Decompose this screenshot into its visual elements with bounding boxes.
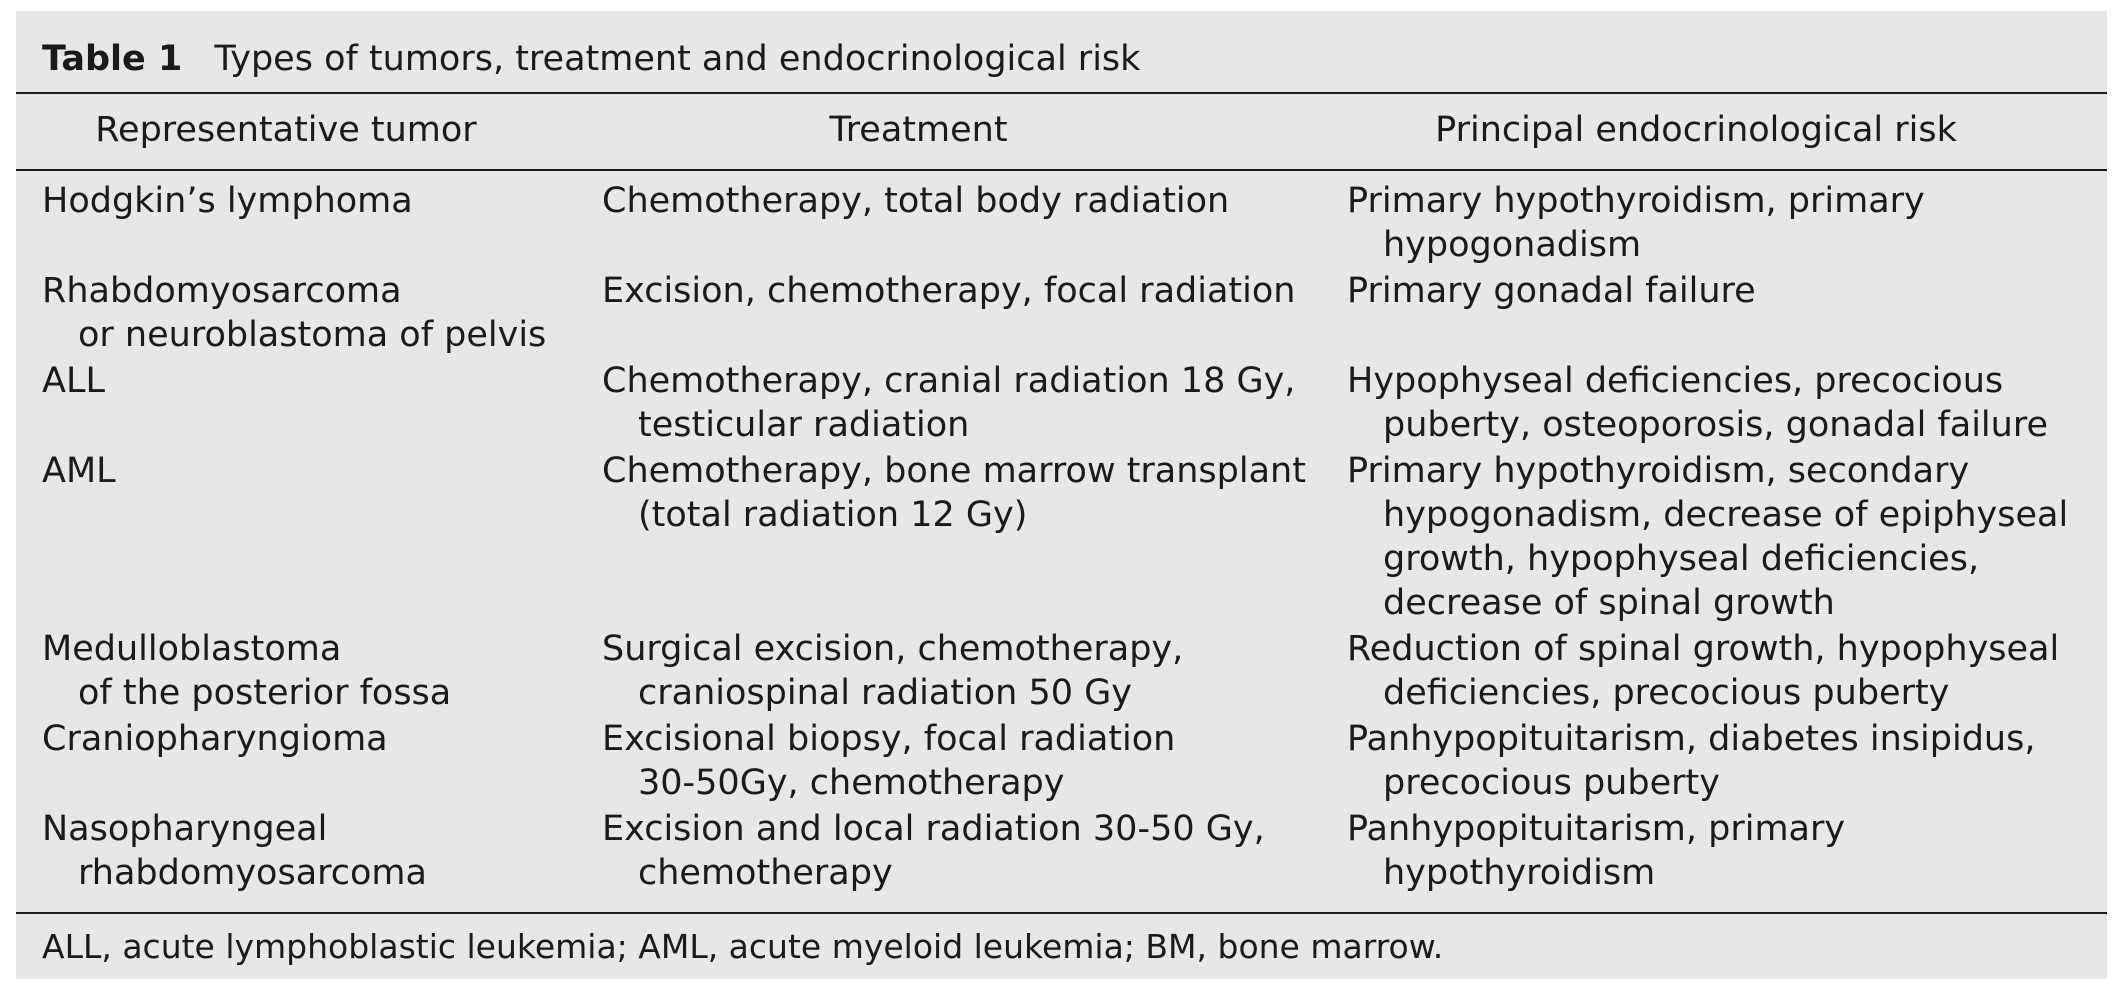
- cell-line: or neuroblastoma of pelvis: [78, 315, 547, 355]
- bottom-rule: [16, 912, 2107, 914]
- cell-line: puberty, osteoporosis, gonadal failure: [1383, 405, 2048, 445]
- cell-line: Excisional biopsy, focal radiation: [602, 719, 1176, 759]
- cell-line: precocious puberty: [1383, 763, 1720, 803]
- cell-line: Nasopharyngeal: [42, 809, 328, 849]
- table-title: Types of tumors, treatment and endocrinological risk: [214, 39, 1141, 79]
- tumor-cell: [42, 359, 602, 403]
- cell-line: Panhypopituitarism, primary hypothyroidism: [1347, 809, 1846, 893]
- top-rule: [16, 92, 2107, 94]
- treatment-cell: [602, 717, 1347, 805]
- risk-cell: [1347, 359, 2087, 447]
- cell-line: Craniopharyngioma: [42, 719, 388, 759]
- risk-cell: [1347, 807, 2087, 895]
- cell-line: craniospinal radiation 50 Gy: [638, 673, 1132, 713]
- cell-line: Chemotherapy, bone marrow transplant: [602, 451, 1306, 491]
- cell-line: Chemotherapy, cranial radiation 18 Gy,: [602, 361, 1296, 401]
- header-representative-tumor: Representative tumor: [95, 110, 477, 150]
- cell-line: rhabdomyosarcoma: [78, 853, 427, 893]
- cell-line: chemotherapy: [638, 853, 893, 893]
- header-endocrinological-risk: Principal endocrinological risk: [1435, 110, 1957, 150]
- cell-line: ALL: [42, 361, 105, 401]
- treatment-cell: [602, 449, 1347, 537]
- table-panel: [16, 11, 2107, 979]
- cell-line: Hodgkin’s lymphoma: [42, 181, 413, 221]
- cell-line: Hypophyseal deficiencies, precocious: [1347, 361, 2004, 401]
- table-row: [16, 449, 2107, 625]
- table-row: [16, 807, 2107, 895]
- tumor-cell: [42, 449, 602, 493]
- cell-line: deficiencies, precocious puberty: [1383, 673, 1950, 713]
- cell-line: Primary hypothyroidism, secondary: [1347, 451, 1970, 491]
- cell-line: Rhabdomyosarcoma: [42, 271, 402, 311]
- cell-line: Panhypopituitarism, diabetes insipidus,: [1347, 719, 2036, 759]
- header-treatment: Treatment: [829, 110, 1008, 150]
- table-body: [16, 179, 2107, 897]
- cell-line: Surgical excision, chemotherapy,: [602, 629, 1184, 669]
- table-row: [16, 269, 2107, 357]
- table-row: [16, 179, 2107, 267]
- risk-cell: [1347, 627, 2087, 715]
- cell-line: Primary hypothyroidism, primary: [1347, 181, 1925, 221]
- cell-line: decrease of spinal growth: [1383, 583, 1835, 623]
- treatment-cell: [602, 359, 1347, 447]
- tumor-cell: [42, 717, 602, 761]
- cell-line: AML: [42, 451, 116, 491]
- table-caption: [42, 29, 1140, 89]
- header-rule: [16, 169, 2107, 171]
- cell-line: 30-50Gy, chemotherapy: [638, 763, 1065, 803]
- cell-line: hypogonadism, decrease of epiphyseal: [1383, 495, 2069, 535]
- cell-line: Primary gonadal failure: [1347, 271, 1756, 311]
- cell-line: Excision, chemotherapy, focal radiation: [602, 271, 1296, 311]
- cell-line: growth, hypophyseal deficiencies,: [1383, 539, 1980, 579]
- risk-cell: [1347, 269, 2087, 313]
- cell-line: of the posterior fossa: [78, 673, 452, 713]
- cell-line: hypogonadism: [1383, 225, 1642, 265]
- risk-cell: [1347, 179, 2087, 267]
- cell-line: testicular radiation: [638, 405, 970, 445]
- risk-cell: [1347, 449, 2087, 625]
- table-label: Table 1: [42, 39, 183, 79]
- tumor-cell: [42, 179, 602, 223]
- table-row: [16, 359, 2107, 447]
- treatment-cell: [602, 269, 1347, 313]
- cell-line: Chemotherapy, total body radiation: [602, 181, 1230, 221]
- treatment-cell: [602, 807, 1347, 895]
- cell-line: (total radiation 12 Gy): [638, 495, 1028, 535]
- cell-line: Medulloblastoma: [42, 629, 342, 669]
- table-row: [16, 627, 2107, 715]
- treatment-cell: [602, 179, 1347, 223]
- table-row: [16, 717, 2107, 805]
- treatment-cell: [602, 627, 1347, 715]
- tumor-cell: [42, 807, 602, 895]
- table-footnote: ALL, acute lymphoblastic leukemia; AML, acute myeloid leukemia; BM, bone marrow.: [42, 927, 1444, 966]
- tumor-cell: [42, 269, 602, 357]
- cell-line: Excision and local radiation 30-50 Gy,: [602, 809, 1265, 849]
- risk-cell: [1347, 717, 2087, 805]
- tumor-cell: [42, 627, 602, 715]
- cell-line: Reduction of spinal growth, hypophyseal: [1347, 629, 2060, 669]
